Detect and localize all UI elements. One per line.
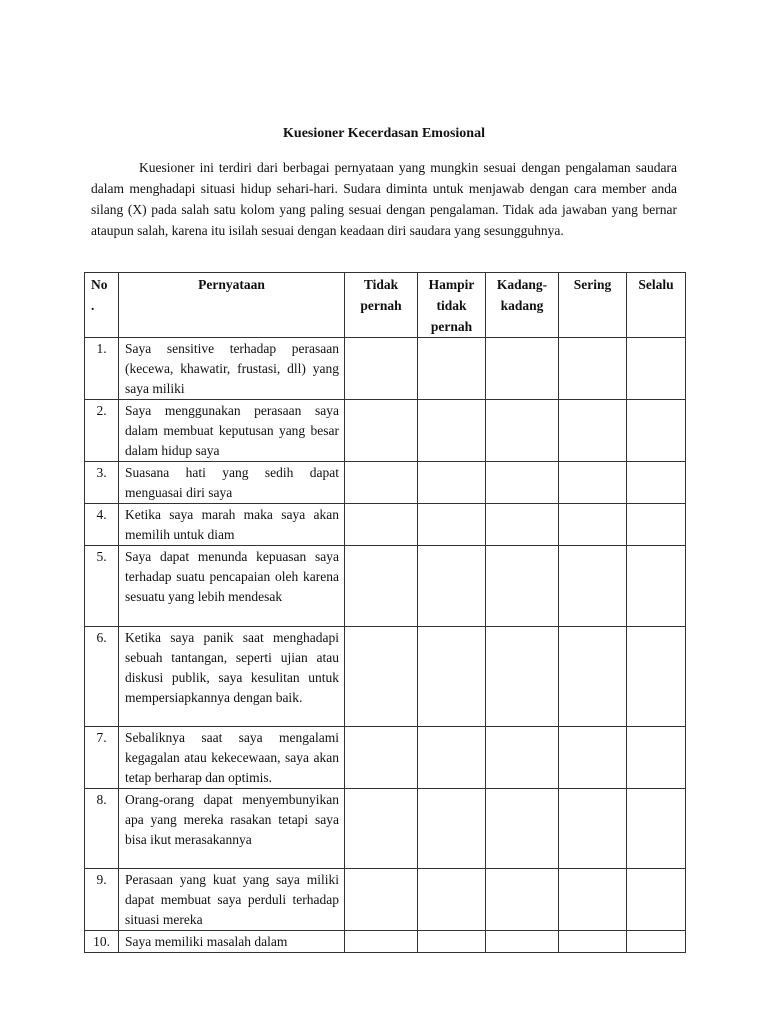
table-row bbox=[85, 931, 686, 953]
row-number: 10. bbox=[85, 931, 119, 953]
row-statement: Saya memiliki masalah dalam bbox=[119, 931, 345, 953]
header-selalu: Selalu bbox=[627, 273, 686, 338]
table-row bbox=[85, 727, 686, 789]
answer-cell-selalu[interactable] bbox=[627, 869, 686, 931]
header-no-line1: No bbox=[91, 277, 108, 292]
answer-cell-selalu[interactable] bbox=[627, 400, 686, 462]
header-tidak-pernah: Tidak pernah bbox=[345, 273, 418, 338]
answer-cell-tidak-pernah[interactable] bbox=[345, 789, 418, 869]
row-number: 3. bbox=[85, 462, 119, 504]
answer-cell-selalu[interactable] bbox=[627, 627, 686, 727]
answer-cell-kadang-kadang[interactable] bbox=[486, 504, 559, 546]
table-row bbox=[85, 546, 686, 627]
answer-cell-hampir-tidak-pernah[interactable] bbox=[418, 869, 486, 931]
row-number: 1. bbox=[85, 338, 119, 400]
header-row bbox=[85, 273, 686, 338]
answer-cell-hampir-tidak-pernah[interactable] bbox=[418, 789, 486, 869]
answer-cell-sering[interactable] bbox=[559, 931, 627, 953]
row-statement: Saya menggunakan perasaan saya dalam membuat keputusan yang besar dalam hidup saya bbox=[119, 400, 345, 462]
answer-cell-kadang-kadang[interactable] bbox=[486, 869, 559, 931]
answer-cell-selalu[interactable] bbox=[627, 931, 686, 953]
header-statement: Pernyataan bbox=[119, 273, 345, 338]
answer-cell-sering[interactable] bbox=[559, 789, 627, 869]
answer-cell-hampir-tidak-pernah[interactable] bbox=[418, 400, 486, 462]
answer-cell-kadang-kadang[interactable] bbox=[486, 627, 559, 727]
row-statement: Saya sensitive terhadap perasaan (kecewa, khawatir, frustasi, dll) yang saya miliki bbox=[119, 338, 345, 400]
table-row bbox=[85, 869, 686, 931]
row-number: 2. bbox=[85, 400, 119, 462]
answer-cell-tidak-pernah[interactable] bbox=[345, 400, 418, 462]
answer-cell-sering[interactable] bbox=[559, 727, 627, 789]
row-number: 9. bbox=[85, 869, 119, 931]
answer-cell-hampir-tidak-pernah[interactable] bbox=[418, 504, 486, 546]
header-sering: Sering bbox=[559, 273, 627, 338]
row-statement: Ketika saya panik saat menghadapi sebuah tantangan, seperti ujian atau diskusi publik, saya kesulitan untuk mempersiapkannya dengan baik. bbox=[119, 627, 345, 727]
answer-cell-kadang-kadang[interactable] bbox=[486, 931, 559, 953]
answer-cell-sering[interactable] bbox=[559, 462, 627, 504]
answer-cell-sering[interactable] bbox=[559, 627, 627, 727]
answer-cell-selalu[interactable] bbox=[627, 504, 686, 546]
answer-cell-sering[interactable] bbox=[559, 869, 627, 931]
row-statement: Perasaan yang kuat yang saya miliki dapat membuat saya perduli terhadap situasi mereka bbox=[119, 869, 345, 931]
row-number: 4. bbox=[85, 504, 119, 546]
header-kadang-kadang: Kadang-kadang bbox=[486, 273, 559, 338]
table-row bbox=[85, 627, 686, 727]
answer-cell-hampir-tidak-pernah[interactable] bbox=[418, 546, 486, 627]
answer-cell-kadang-kadang[interactable] bbox=[486, 789, 559, 869]
table-row bbox=[85, 504, 686, 546]
row-number: 8. bbox=[85, 789, 119, 869]
answer-cell-tidak-pernah[interactable] bbox=[345, 338, 418, 400]
answer-cell-tidak-pernah[interactable] bbox=[345, 869, 418, 931]
answer-cell-tidak-pernah[interactable] bbox=[345, 462, 418, 504]
answer-cell-sering[interactable] bbox=[559, 338, 627, 400]
answer-cell-selalu[interactable] bbox=[627, 546, 686, 627]
intro-paragraph: Kuesioner ini terdiri dari berbagai pernyataan yang mungkin sesuai dengan pengalaman saudara dalam menghadapi situasi hidup sehari-hari. Sudara diminta untuk menjawab dengan cara member anda silang (X) pada salah satu kolom yang paling sesuai dengan pengalaman. Tidak ada jawaban yang bernar ataupun salah, karena itu isilah sesuai dengan keadaan diri saudara yang sesungguhnya. bbox=[91, 160, 677, 238]
answer-cell-kadang-kadang[interactable] bbox=[486, 546, 559, 627]
answer-cell-kadang-kadang[interactable] bbox=[486, 462, 559, 504]
answer-cell-selalu[interactable] bbox=[627, 789, 686, 869]
answer-cell-hampir-tidak-pernah[interactable] bbox=[418, 727, 486, 789]
answer-cell-tidak-pernah[interactable] bbox=[345, 546, 418, 627]
answer-cell-kadang-kadang[interactable] bbox=[486, 338, 559, 400]
answer-cell-tidak-pernah[interactable] bbox=[345, 504, 418, 546]
row-statement: Suasana hati yang sedih dapat menguasai diri saya bbox=[119, 462, 345, 504]
answer-cell-sering[interactable] bbox=[559, 400, 627, 462]
answer-cell-hampir-tidak-pernah[interactable] bbox=[418, 338, 486, 400]
answer-cell-hampir-tidak-pernah[interactable] bbox=[418, 627, 486, 727]
row-statement: Sebaliknya saat saya mengalami kegagalan atau kekecewaan, saya akan tetap berharap dan optimis. bbox=[119, 727, 345, 789]
table-row bbox=[85, 338, 686, 400]
answer-cell-tidak-pernah[interactable] bbox=[345, 727, 418, 789]
header-no-line2: . bbox=[91, 298, 95, 313]
document-title: Kuesioner Kecerdasan Emosional bbox=[283, 126, 485, 141]
answer-cell-tidak-pernah[interactable] bbox=[345, 627, 418, 727]
answer-cell-kadang-kadang[interactable] bbox=[486, 727, 559, 789]
table-row bbox=[85, 400, 686, 462]
table-row bbox=[85, 789, 686, 869]
row-number: 7. bbox=[85, 727, 119, 789]
questionnaire-table bbox=[84, 272, 686, 953]
answer-cell-selalu[interactable] bbox=[627, 462, 686, 504]
row-statement: Ketika saya marah maka saya akan memilih untuk diam bbox=[119, 504, 345, 546]
answer-cell-selalu[interactable] bbox=[627, 727, 686, 789]
row-number: 6. bbox=[85, 627, 119, 727]
table-row bbox=[85, 462, 686, 504]
answer-cell-kadang-kadang[interactable] bbox=[486, 400, 559, 462]
answer-cell-tidak-pernah[interactable] bbox=[345, 931, 418, 953]
answer-cell-sering[interactable] bbox=[559, 504, 627, 546]
row-statement: Saya dapat menunda kepuasan saya terhadap suatu pencapaian oleh karena sesuatu yang lebih mendesak bbox=[119, 546, 345, 627]
answer-cell-hampir-tidak-pernah[interactable] bbox=[418, 931, 486, 953]
header-no bbox=[85, 273, 119, 338]
answer-cell-sering[interactable] bbox=[559, 546, 627, 627]
row-statement: Orang-orang dapat menyembunyikan apa yang mereka rasakan tetapi saya bisa ikut merasakannya bbox=[119, 789, 345, 869]
row-number: 5. bbox=[85, 546, 119, 627]
answer-cell-hampir-tidak-pernah[interactable] bbox=[418, 462, 486, 504]
header-hampir-tidak-pernah: Hampir tidak pernah bbox=[418, 273, 486, 338]
answer-cell-selalu[interactable] bbox=[627, 338, 686, 400]
